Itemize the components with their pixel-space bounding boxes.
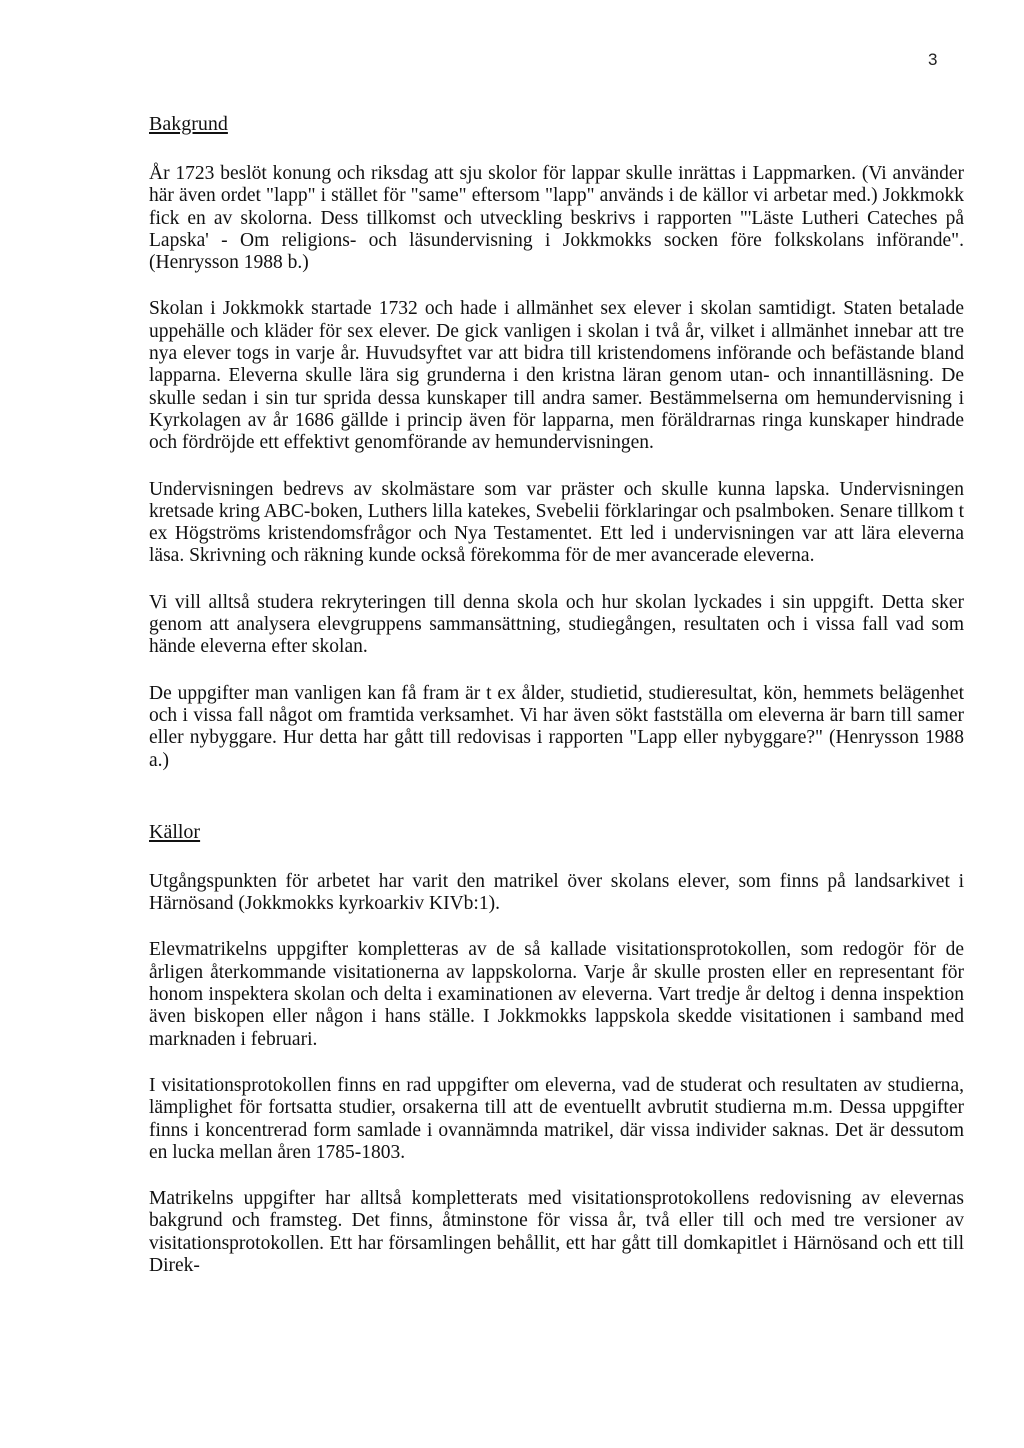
paragraph: Utgångspunkten för arbetet har varit den matrikel över skolans elever, som finns på landsarkivet i Härnösand (Jokkmokks kyrkoarkiv KIVb:1). — [149, 870, 964, 915]
document-body — [149, 112, 964, 1301]
paragraph: De uppgifter man vanligen kan få fram är t ex ålder, studietid, studieresultat, kön, hemmets belägenhet och i vissa fall något om framtida verksamhet. Vi har även sökt fastställa om eleverna är barn till samer eller nybyggare. Hur detta har gått till redovisas i rapporten "Lapp eller nybyggare?" (Henrysson 1988 a.) — [149, 682, 964, 771]
paragraph: Skolan i Jokkmokk startade 1732 och hade i allmänhet sex elever i skolan samtidigt. Staten betalade uppehälle och kläder för sex elever. De gick vanligen i skolan i två år, vilket i allmänhet innebar att tre nya elever togs in varje år. Huvudsyftet var att bidra till kristendomens införande och befästande bland lapparna. Eleverna skulle lära sig grunderna i den kristna läran genom utan- och innantilläsning. De skulle sedan i sin tur sprida dessa kunskaper till andra samer. Bestämmelserna om hemundervisning i Kyrkolagen av år 1686 gällde i princip även för lapparna, men föräldrarnas ringa kunskaper hindrade och fördröjde ett effektivt genomförande av hemundervisningen. — [149, 298, 964, 454]
paragraph: Undervisningen bedrevs av skolmästare som var präster och skulle kunna lapska. Undervisningen kretsade kring ABC-boken, Luthers lilla katekes, Svebelii förklaringar och psalmboken. Senare tillkom t ex Högströms kristendomsfrågor och Nya Testamentet. Ett led i undervisningen var att lära eleverna läsa. Skrivning och räkning kunde också förekomma för de mer avancerade eleverna. — [149, 478, 965, 567]
paragraph: År 1723 beslöt konung och riksdag att sju skolor för lappar skulle inrättas i Lappmarken. (Vi använder här även ordet "lapp" i stället för "same" eftersom "lapp" används i de källor vi arbetar med.) Jokkmokk fick en av skolorna. Dess tillkomst och utveckling beskrivs i rapporten "'Läste Lutheri Cateches på Lapska' - Om religions- och läsundervisning i Jokkmokks socken före folkskolans införande". (Henrysson 1988 b.) — [149, 163, 964, 274]
paragraph: Matrikelns uppgifter har alltså kompletterats med visitationsprotokollens redovisning av elevernas bakgrund och framsteg. Det finns, åtminstone för vissa år, två eller till och med tre versioner av visitationsprotokollen. Ett har församlingen behållit, ett har gått till domkapitlet i Härnösand och ett till Direk- — [149, 1188, 964, 1276]
section-heading-kallor: Källor — [149, 820, 201, 843]
section-heading-bakgrund: Bakgrund — [149, 113, 228, 135]
paragraph: Vi vill alltså studera rekryteringen till denna skola och hur skolan lyckades i sin uppgift. Detta sker genom att analysera elevgruppens sammansättning, studiegången, resultaten och i vissa fall vad som hände eleverna efter skolan. — [149, 591, 964, 658]
paragraph: I visitationsprotokollen finns en rad uppgifter om eleverna, vad de studerat och resultaten av studierna, lämplighet för fortsatta studier, orsakerna till att de eventuellt avbrutit studierna m.m. Dessa uppgifter finns i koncentrerad form samlade i ovannämnda matrikel, där vissa individer saknas. Det är dessutom en lucka mellan åren 1785-1803. — [149, 1074, 964, 1163]
page-number: 3 — [928, 50, 938, 69]
paragraph: Elevmatrikelns uppgifter kompletteras av de så kallade visitationsprotokollen, som redogör för de årligen återkommande visitationerna av lappskolorna. Varje år skulle prosten eller en representant för honom inspektera skolan och delta i examinationen av eleverna. Vart tredje år deltog i denna inspektion även biskopen eller någon i hans ställe. I Jokkmokks lappskola skedde visitationen i samband med marknaden i februari. — [149, 939, 964, 1050]
